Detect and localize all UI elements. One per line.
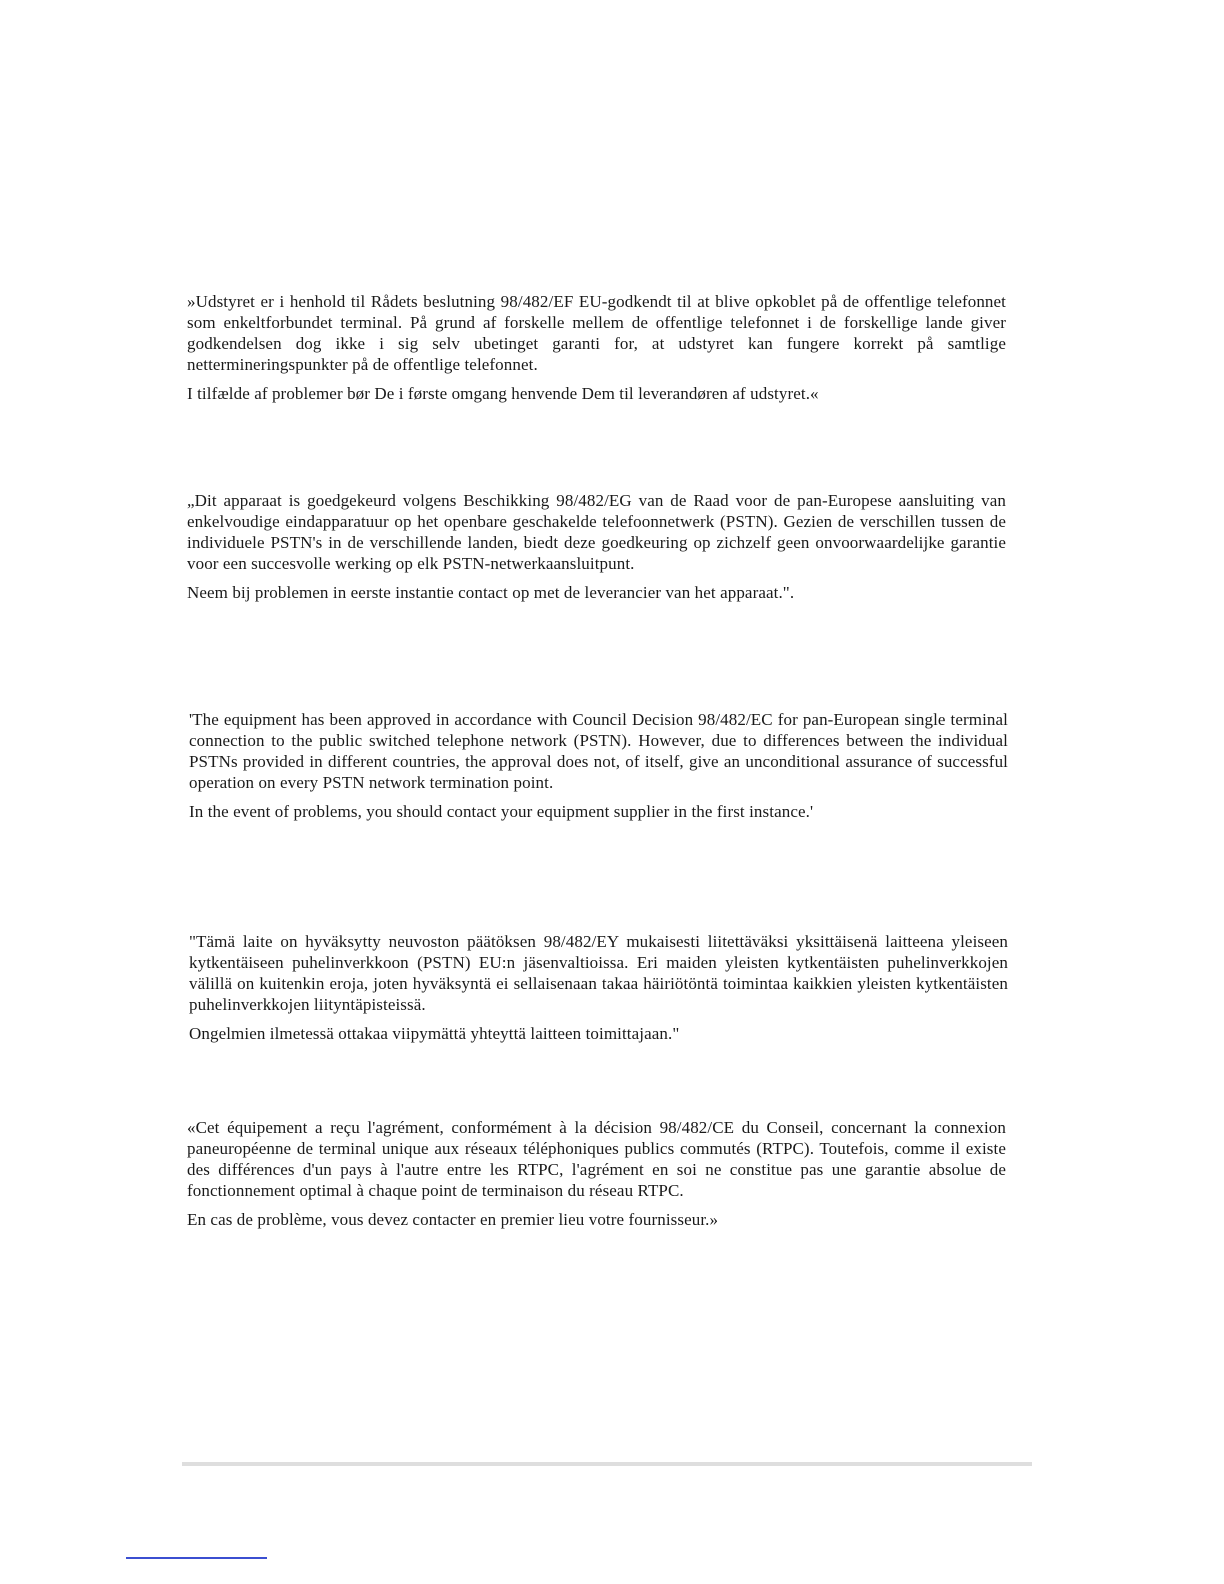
french-paragraph-2: En cas de problème, vous devez contacter en premier lieu votre fournisseur.» xyxy=(187,1210,719,1229)
danish-paragraph-2: I tilfælde af problemer bør De i første omgang henvende Dem til leverandøren af udstyret.« xyxy=(187,384,819,403)
english-paragraph-2: In the event of problems, you should contact your equipment supplier in the first instance.' xyxy=(189,802,814,821)
danish-paragraph-1: »Udstyret er i henhold til Rådets beslutning 98/482/EF EU-godkendt til at blive opkoblet på de offentlige telefonnet som enkeltforbundet terminal. På grund af forskelle mellem de offentlige telefonnet i de forskellige lande giver godkendelsen dog ikke i sig selv ubetinget garanti for, at udstyret kan fungere korrekt på samtlige nettermineringspunkter på de offentlige telefonnet. xyxy=(187,292,1006,374)
dutch-paragraph-1: „Dit apparaat is goedgekeurd volgens Beschikking 98/482/EG van de Raad voor de pan-Europese aansluiting van enkelvoudige eindapparatuur op het openbare geschakelde telefoonnetwerk (PSTN). Gezien de verschillen tussen de individuele PSTN's in de verschillende landen, biedt deze goedkeuring op zichzelf geen onvoorwaardelijke garantie voor een succesvolle werking op elk PSTN-netwerkaansluitpunt. xyxy=(187,491,1006,573)
footnote-divider xyxy=(126,1557,267,1559)
finnish-paragraph-2: Ongelmien ilmetessä ottakaa viipymättä yhteyttä laitteen toimittajaan." xyxy=(189,1024,680,1043)
english-paragraph-1: 'The equipment has been approved in accordance with Council Decision 98/482/EC for pan-European single terminal connection to the public switched telephone network (PSTN). However, due to differences between the individual PSTNs provided in different countries, the approval does not, of itself, give an unconditional assurance of successful operation on every PSTN network termination point. xyxy=(189,710,1008,792)
dutch-paragraph-2: Neem bij problemen in eerste instantie contact op met de leverancier van het apparaat.". xyxy=(187,583,795,602)
danish-notice xyxy=(187,291,1006,404)
dutch-notice xyxy=(187,490,1006,603)
finnish-notice xyxy=(189,931,1008,1044)
french-paragraph-1: «Cet équipement a reçu l'agrément, conformément à la décision 98/482/CE du Conseil, concernant la connexion paneuropéenne de terminal unique aux réseaux téléphoniques publics commutés (RTPC). Toutefois, comme il existe des différences d'un pays à l'autre entre les RTPC, l'agrément en soi ne constitue pas une garantie absolue de fonctionnement optimal à chaque point de terminaison du réseau RTPC. xyxy=(187,1118,1006,1200)
english-notice xyxy=(189,709,1008,822)
footer-divider xyxy=(182,1462,1032,1466)
french-notice xyxy=(187,1117,1006,1230)
finnish-paragraph-1: "Tämä laite on hyväksytty neuvoston päätöksen 98/482/EY mukaisesti liitettäväksi yksittäisenä laitteena yleiseen kytkentäiseen puhelinverkkoon (PSTN) EU:n jäsenvaltioissa. Eri maiden yleisten kytkentäisten puhelinverkkojen välillä on kuitenkin eroja, joten hyväksyntä ei sellaisenaan takaa häiriötöntä toimintaa kaikkien yleisten kytkentäisten puhelinverkkojen liityntäpisteissä. xyxy=(189,932,1008,1014)
